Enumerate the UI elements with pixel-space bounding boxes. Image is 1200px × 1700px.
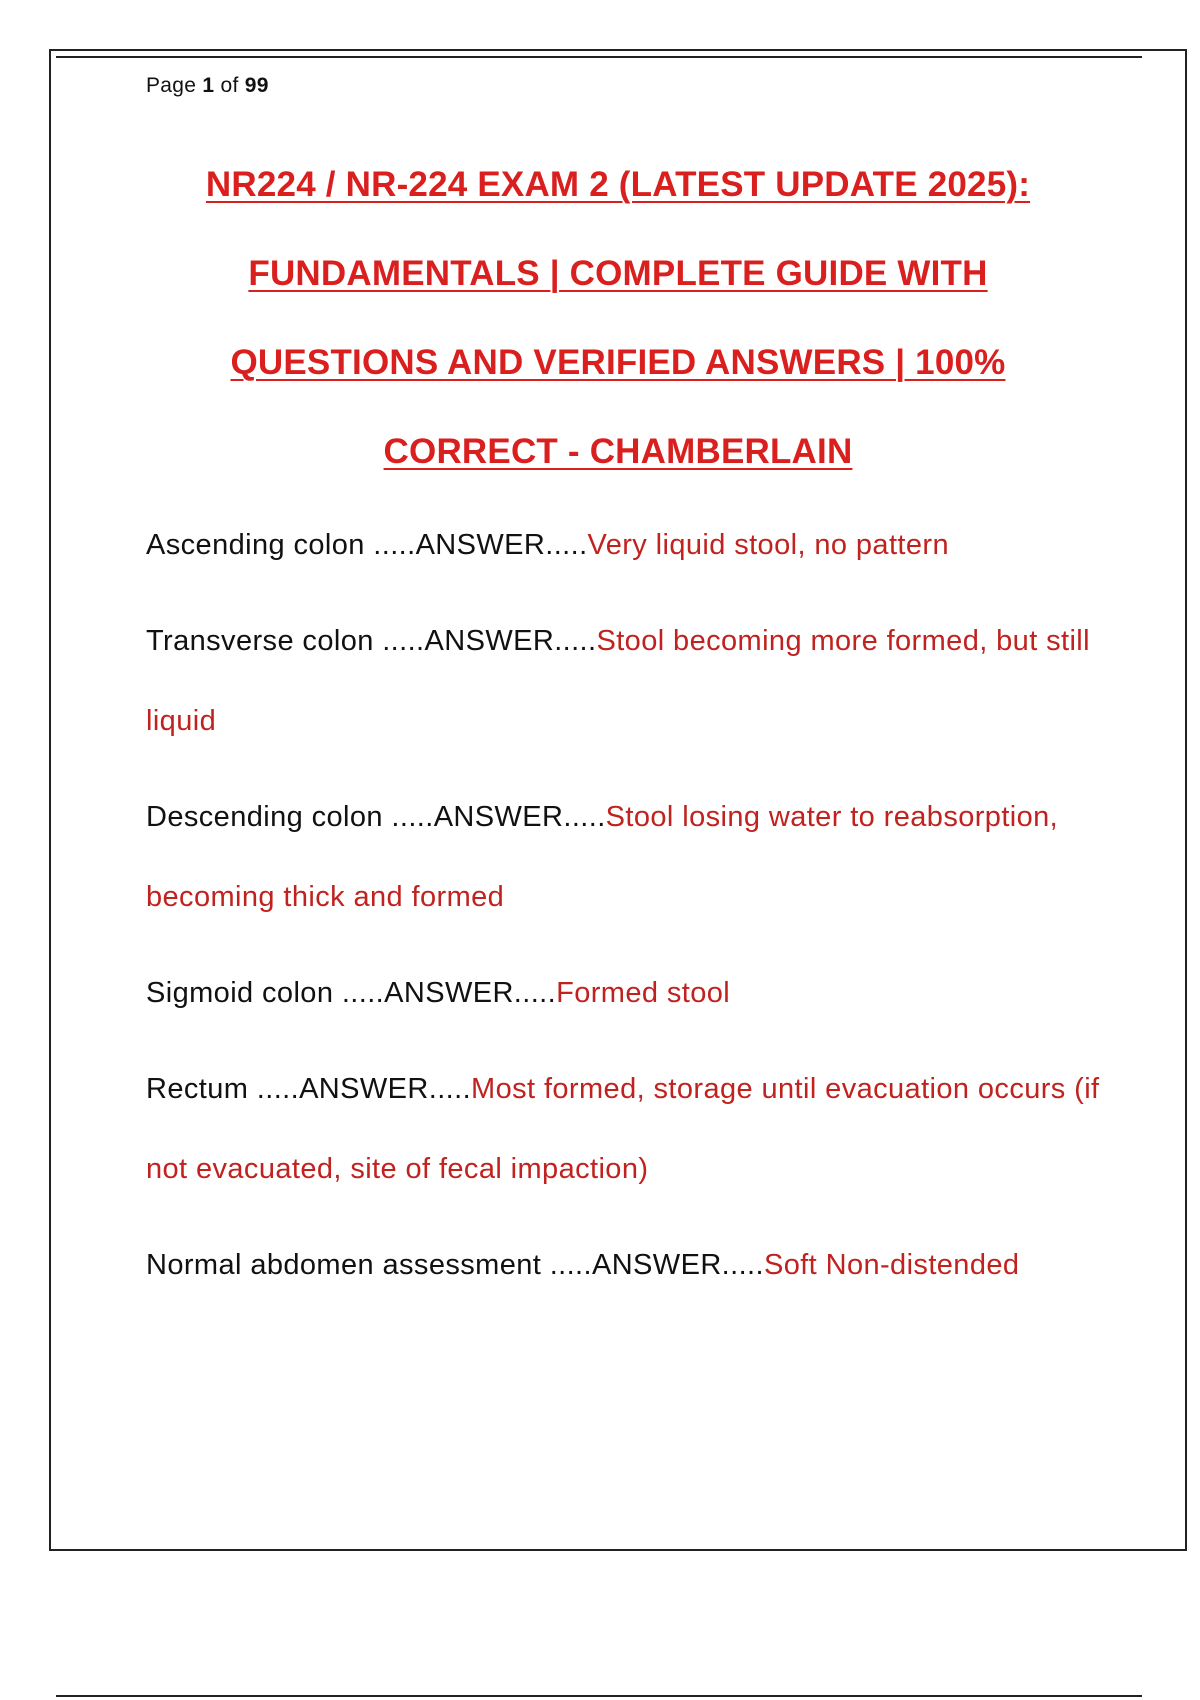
top-rule — [56, 56, 1142, 58]
page-number — [146, 74, 269, 98]
question-text: Descending colon — [146, 801, 392, 833]
answer-text: Formed stool — [556, 977, 731, 1009]
document-title — [120, 140, 1116, 496]
qa-item-normal-abdomen-assessment — [146, 1225, 1106, 1305]
title-line-4: CORRECT - CHAMBERLAIN — [383, 432, 853, 471]
answer-separator: .....ANSWER..... — [373, 529, 588, 561]
answer-separator: .....ANSWER..... — [256, 1073, 472, 1105]
page-current: 1 — [202, 74, 215, 97]
answer-text: Stool becoming more formed, but still liquid — [146, 625, 1090, 737]
answer-separator: .....ANSWER..... — [391, 801, 606, 833]
question-text: Transverse colon — [146, 625, 383, 657]
title-line-2: FUNDAMENTALS | COMPLETE GUIDE WITH — [248, 254, 988, 293]
qa-list — [146, 505, 1106, 1305]
answer-text: Soft Non-distended — [763, 1249, 1020, 1281]
answer-separator: .....ANSWER..... — [341, 977, 557, 1009]
question-text: Normal abdomen assessment — [146, 1249, 550, 1281]
bottom-rule — [56, 1695, 1142, 1697]
answer-text: Stool losing water to reabsorption, becoming thick and formed — [146, 801, 1059, 913]
question-text: Sigmoid colon — [146, 977, 342, 1009]
qa-item-sigmoid-colon — [146, 953, 1106, 1033]
title-line-1: NR224 / NR-224 EXAM 2 (LATEST UPDATE 2025): — [205, 165, 1031, 204]
qa-item-rectum — [146, 1049, 1106, 1209]
answer-text: Very liquid stool, no pattern — [587, 529, 949, 561]
question-text: Rectum — [146, 1073, 257, 1105]
page-total: 99 — [244, 74, 269, 97]
answer-text: Most formed, storage until evacuation occurs (if not evacuated, site of fecal impaction) — [146, 1073, 1100, 1185]
page-of-label: of — [220, 74, 239, 97]
answer-separator: .....ANSWER..... — [382, 625, 597, 657]
title-line-3: QUESTIONS AND VERIFIED ANSWERS | 100% — [230, 343, 1006, 382]
question-text: Ascending colon — [146, 529, 374, 561]
answer-separator: .....ANSWER..... — [549, 1249, 764, 1281]
qa-item-ascending-colon — [146, 505, 1106, 585]
page-label: Page — [146, 74, 197, 97]
qa-item-transverse-colon — [146, 601, 1106, 761]
qa-item-descending-colon — [146, 777, 1106, 937]
